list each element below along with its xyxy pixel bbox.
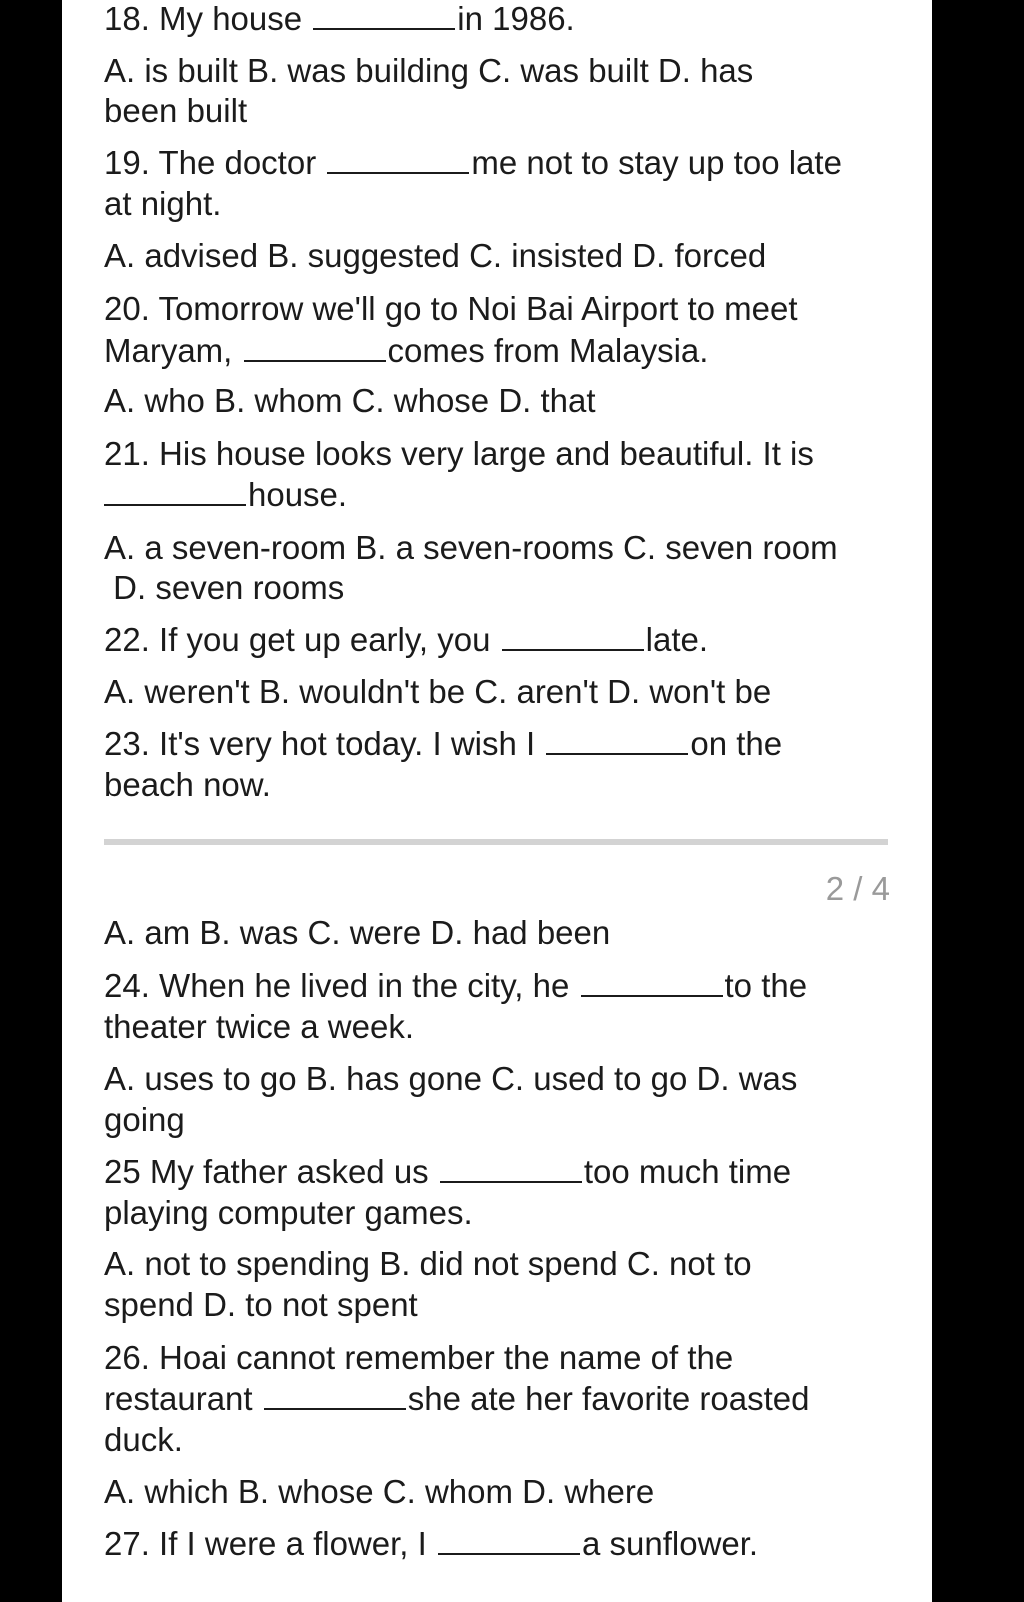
options-18: A. is built B. was building C. was built D. has bbox=[104, 52, 754, 89]
question-21: 21. His house looks very large and beautiful. It is bbox=[104, 435, 814, 472]
options-25-cont: spend D. to not spent bbox=[104, 1286, 418, 1323]
answer-blank bbox=[440, 1155, 582, 1183]
options-19: A. advised B. suggested C. insisted D. forced bbox=[104, 237, 767, 274]
question-26: 26. Hoai cannot remember the name of the bbox=[104, 1339, 734, 1376]
question-18: 18. My house in 1986. bbox=[104, 0, 575, 37]
question-26-cont2: duck. bbox=[104, 1421, 183, 1458]
answer-blank bbox=[327, 146, 469, 174]
answer-blank bbox=[581, 969, 723, 997]
options-26: A. which B. whose C. whom D. where bbox=[104, 1473, 655, 1510]
question-19: 19. The doctor me not to stay up too late bbox=[104, 144, 842, 181]
answer-blank bbox=[546, 727, 688, 755]
question-21-cont: house. bbox=[104, 474, 347, 515]
document-page bbox=[62, 0, 932, 1602]
page-divider bbox=[104, 839, 888, 845]
question-20-cont: Maryam, comes from Malaysia. bbox=[104, 332, 709, 369]
question-19-cont: at night. bbox=[104, 185, 222, 222]
answer-blank bbox=[244, 334, 386, 362]
answer-blank bbox=[438, 1527, 580, 1555]
options-21-cont: D. seven rooms bbox=[104, 569, 345, 606]
question-22: 22. If you get up early, you late. bbox=[104, 621, 709, 658]
answer-blank bbox=[313, 2, 455, 30]
question-25-cont: playing computer games. bbox=[104, 1194, 473, 1231]
answer-blank bbox=[264, 1382, 406, 1410]
page-indicator: 2 / 4 bbox=[825, 870, 890, 907]
options-21: A. a seven-room B. a seven-rooms C. seven room bbox=[104, 529, 838, 566]
question-24-cont: theater twice a week. bbox=[104, 1008, 414, 1045]
question-24: 24. When he lived in the city, he to the bbox=[104, 967, 808, 1004]
options-23: A. am B. was C. were D. had been bbox=[104, 914, 611, 951]
options-24-cont: going bbox=[104, 1101, 185, 1138]
question-23-cont: beach now. bbox=[104, 766, 271, 803]
question-26-cont: restaurant she ate her favorite roasted bbox=[104, 1380, 810, 1417]
options-22: A. weren't B. wouldn't be C. aren't D. won't be bbox=[104, 673, 772, 710]
options-24: A. uses to go B. has gone C. used to go D. was bbox=[104, 1060, 798, 1097]
options-25: A. not to spending B. did not spend C. not to bbox=[104, 1245, 752, 1282]
question-25: 25 My father asked us too much time bbox=[104, 1153, 792, 1190]
answer-blank bbox=[104, 478, 246, 506]
question-20: 20. Tomorrow we'll go to Noi Bai Airport to meet bbox=[104, 290, 798, 327]
answer-blank bbox=[502, 623, 644, 651]
question-27: 27. If I were a flower, I a sunflower. bbox=[104, 1525, 759, 1562]
options-18-cont: been built bbox=[104, 92, 248, 129]
options-20: A. who B. whom C. whose D. that bbox=[104, 382, 596, 419]
question-23: 23. It's very hot today. I wish I on the bbox=[104, 725, 783, 762]
